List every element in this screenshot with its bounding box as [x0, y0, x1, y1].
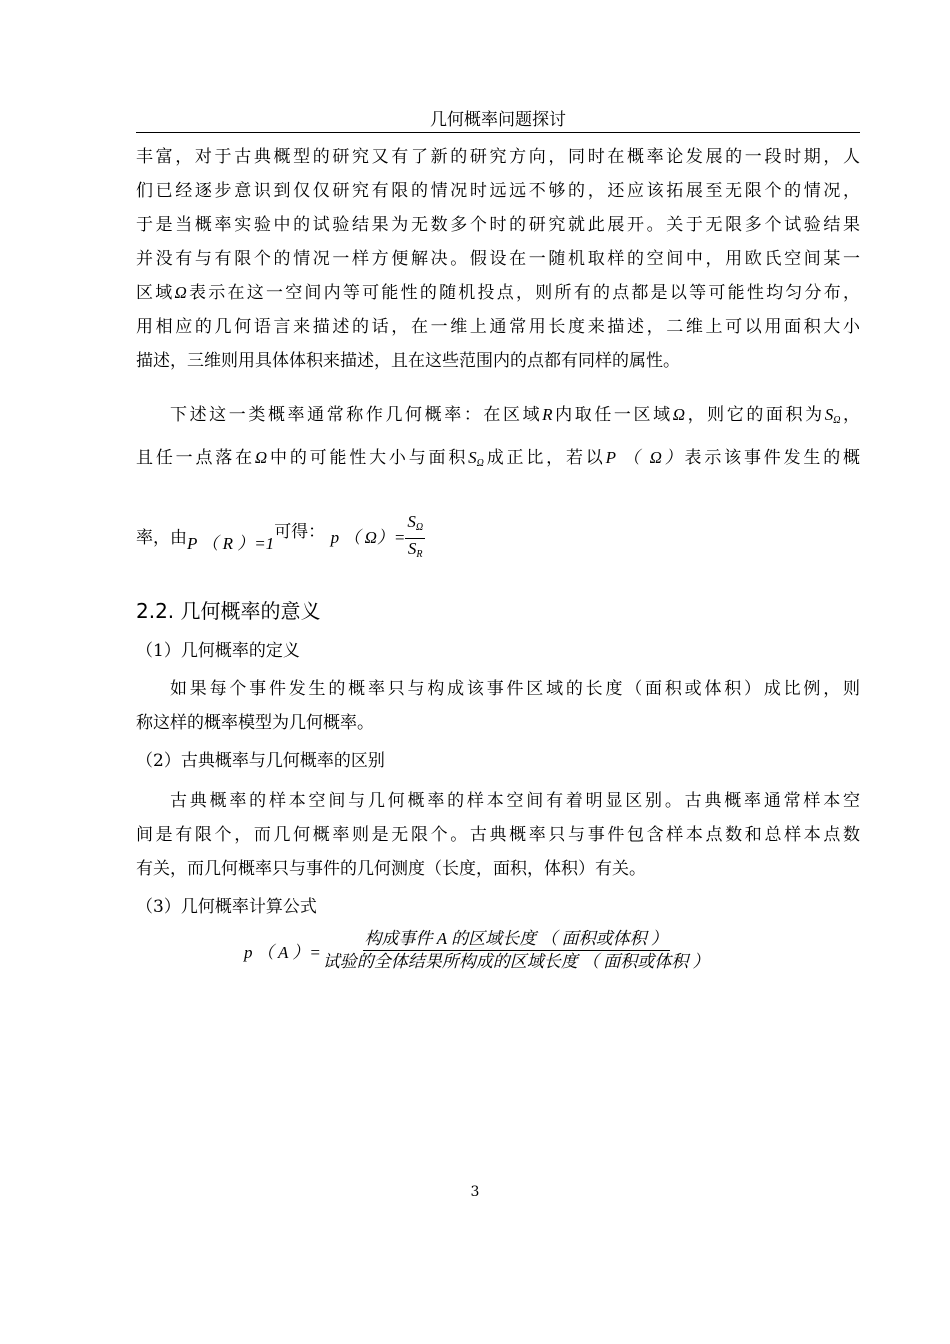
formula-fraction — [321, 928, 712, 973]
subsection-title: （2）古典概率与几何概率的区别 — [136, 751, 385, 771]
definition-paragraph — [136, 398, 860, 484]
paragraph-line: 并没有与有限个的情况一样方便解决。假设在一随机取样的空间中，用欧氏空间某一 — [136, 249, 860, 269]
paragraph-line: 用相应的几何语言来描述的话，在一维上通常用长度来描述，二维上可以用面积大小 — [136, 317, 860, 337]
paragraph-line: 丰富，对于古典概型的研究又有了新的研究方向，同时在概率论发展的一段时期，人 — [136, 147, 860, 167]
text-run: 成正比，若以 — [483, 448, 606, 468]
text-run: 表示在这一空间内等可能性的随机投点，则所有的点都是以等可能性均匀分布， — [186, 283, 861, 303]
text-run: 表示该事件发生的概 — [684, 448, 861, 468]
paragraph-line — [136, 398, 860, 438]
section-title: 2.2. 几何概率的意义 — [136, 599, 321, 623]
fraction-denominator — [406, 539, 425, 565]
text-run: 可得： — [274, 522, 326, 542]
paragraph-line — [136, 438, 860, 484]
definition-text — [136, 672, 860, 740]
area-symbol: S — [407, 512, 416, 531]
subsection-title: （1）几何概率的定义 — [136, 641, 300, 661]
formula-numerator: 构成事件 A 的区域长度 （ 面积或体积 ） — [363, 928, 670, 951]
area-subscript: R — [416, 549, 423, 560]
running-header: 几何概率问题探讨 — [430, 110, 566, 130]
subsection-title: （3）几何概率计算公式 — [136, 897, 317, 917]
probability-expression: P （ Ω） — [605, 448, 685, 467]
text-run: 区域 — [136, 283, 175, 303]
omega-symbol: Ω — [174, 283, 187, 302]
geometric-probability-formula — [244, 928, 712, 973]
text-run: 下述这一类概率通常称作几何概率：在区域 — [170, 405, 543, 425]
region-symbol: R — [542, 405, 553, 424]
fraction-numerator — [405, 512, 425, 539]
probability-expression: p （ Ω）= — [330, 528, 406, 547]
probability-expression: P （ R ）=1 — [187, 534, 275, 553]
formula-denominator: 试验的全体结果所构成的区域长度 （ 面积或体积 ） — [322, 952, 710, 971]
page-number: 3 — [470, 1184, 480, 1200]
text-run: 率，由 — [136, 528, 187, 548]
paragraph-line: 称这样的概率模型为几何概率。 — [136, 713, 374, 733]
area-symbol: S — [468, 448, 477, 467]
area-symbol: S — [407, 539, 417, 558]
difference-text — [136, 784, 860, 886]
area-subscript: Ω — [415, 522, 424, 533]
area-symbol: S — [824, 405, 834, 424]
text-run: 且任一点落在 — [136, 448, 255, 468]
formula-line — [136, 512, 860, 565]
area-subscript: Ω — [833, 415, 841, 426]
paragraph-line: 于是当概率实验中的试验结果为无数多个时的研究就此展开。关于无限多个试验结果 — [136, 215, 860, 235]
formula-lhs: p （ A ）= — [244, 943, 321, 962]
area-subscript: Ω — [476, 458, 484, 469]
text-run: ， — [840, 405, 861, 425]
header-rule — [136, 132, 860, 133]
paragraph-line: 如果每个事件发生的概率只与构成该事件区域的长度（面积或体积）成比例，则 — [170, 679, 860, 699]
paragraph-line — [136, 276, 860, 310]
text-run: 中的可能性大小与面积 — [267, 448, 469, 468]
text-run: ，则它的面积为 — [684, 405, 825, 425]
text-run: 内取任一区域 — [552, 405, 673, 425]
paragraph-line: 们已经逐步意识到仅仅研究有限的情况时远远不够的，还应该拓展至无限个的情况， — [136, 181, 860, 201]
area-ratio-fraction — [405, 512, 425, 565]
intro-paragraph — [136, 140, 860, 378]
omega-symbol: Ω — [672, 405, 685, 424]
paragraph-line: 间是有限个，而几何概率则是无限个。古典概率只与事件包含样本点数和总样本点数 — [136, 825, 860, 845]
paragraph-line: 有关，而几何概率只与事件的几何测度（长度，面积，体积）有关。 — [136, 859, 646, 879]
paragraph-line: 古典概率的样本空间与几何概率的样本空间有着明显区别。古典概率通常样本空 — [170, 791, 860, 811]
omega-symbol: Ω — [254, 448, 268, 467]
paragraph-line: 描述，三维则用具体体积来描述，且在这些范围内的点都有同样的属性。 — [136, 351, 680, 371]
